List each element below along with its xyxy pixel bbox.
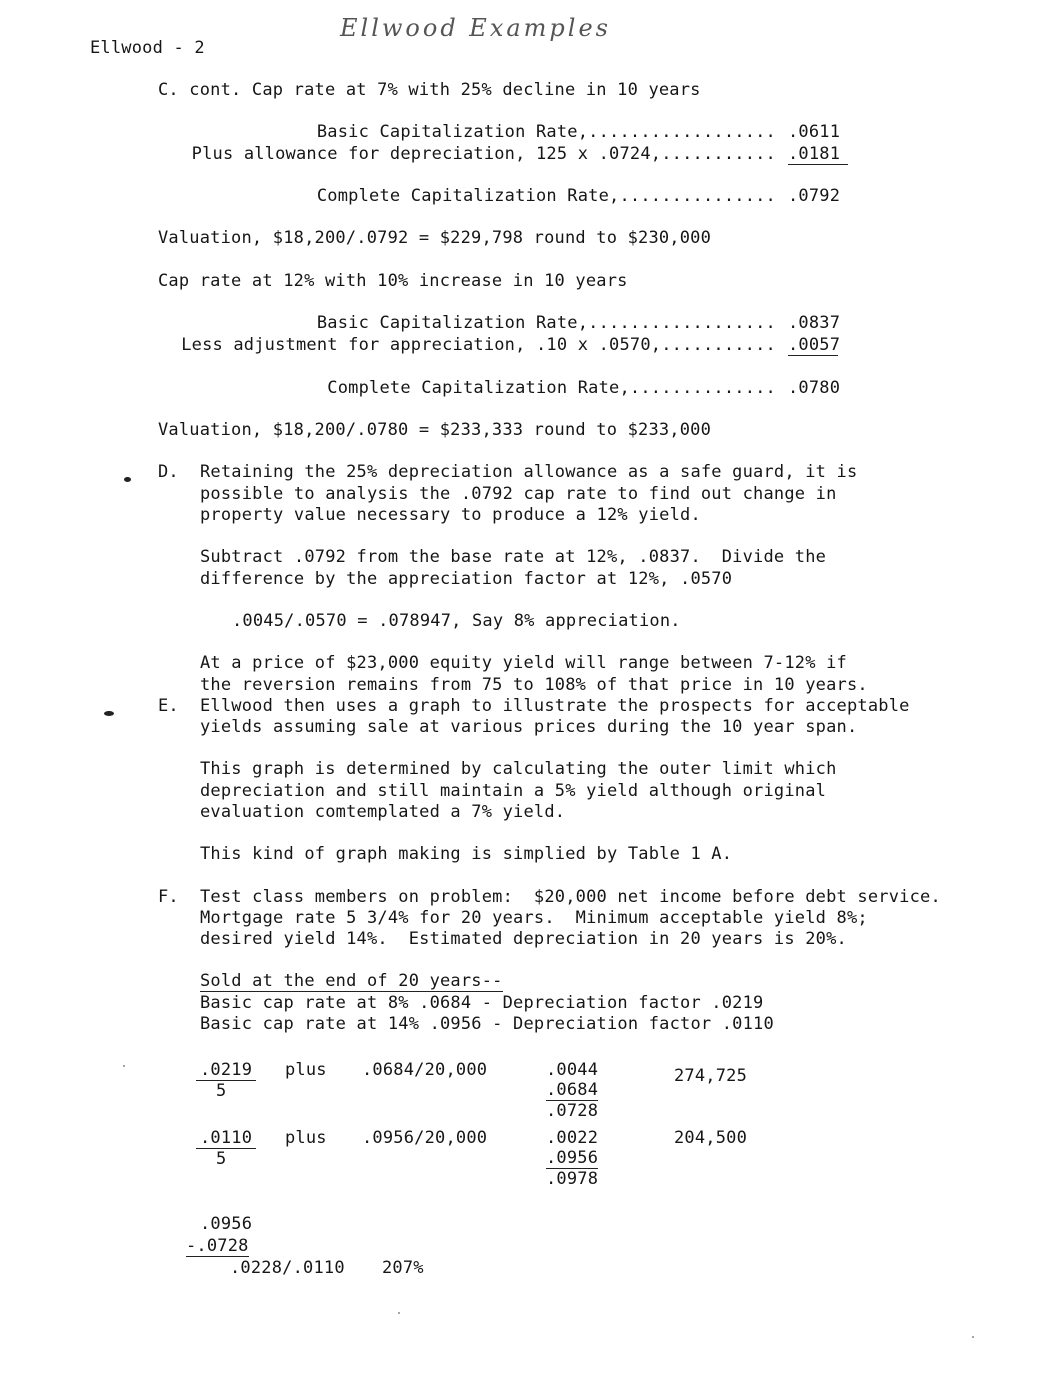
f-para1-line1: Test class members on problem: $20,000 net income before debt service.	[200, 887, 941, 907]
scan-speck	[972, 1336, 974, 1338]
c-row3-value: .0792	[788, 186, 841, 206]
fraction-numerator: .0219	[196, 1060, 256, 1081]
c-row3-label: Complete Capitalization Rate,...............	[316, 186, 776, 206]
sold-line-2: Basic cap rate at 14% .0956 - Depreciation factor .0110	[200, 1014, 774, 1034]
final-line-3: .0228/.0110	[230, 1258, 345, 1278]
d-para1-line3: property value necessary to produce a 12% yield.	[200, 505, 701, 525]
section-e-letter: E.	[158, 696, 179, 716]
sold-heading: Sold at the end of 20 years--	[200, 971, 503, 991]
section-c-title: C. cont. Cap rate at 7% with 25% decline in 10 years	[158, 80, 701, 100]
scan-speck	[123, 1065, 125, 1067]
c-row2-value: .0181	[788, 144, 848, 165]
d-calc: .0045/.0570 = .078947, Say 8% appreciation.	[232, 611, 681, 631]
valuation-1: Valuation, $18,200/.0792 = $229,798 round to $230,000	[158, 228, 712, 248]
e-para1-line2: yields assuming sale at various prices during the 10 year span.	[200, 717, 858, 737]
d-para2-line1: Subtract .0792 from the base rate at 12%, .0837. Divide the	[200, 547, 827, 567]
fraction-numerator: .0110	[196, 1128, 256, 1149]
valuation-2: Valuation, $18,200/.0780 = $233,333 round to $233,000	[158, 420, 712, 440]
fraction-denominator: 5	[216, 1149, 227, 1169]
sum-stack-2	[546, 1128, 598, 1189]
d-para3-line1: At a price of $23,000 equity yield will range between 7-12% if	[200, 653, 847, 673]
c2-row2-value: .0057	[788, 335, 841, 355]
e-para3: This kind of graph making is simplied by Table 1 A.	[200, 844, 733, 864]
c2-row3-value: .0780	[788, 378, 841, 398]
margin-mark	[124, 477, 131, 482]
section-f-letter: F.	[158, 887, 179, 907]
final-line-2: -.0728	[186, 1236, 249, 1256]
section-d-letter: D.	[158, 462, 179, 482]
calc-result: 274,725	[674, 1066, 748, 1086]
sum-line: .0956	[546, 1148, 599, 1168]
f-para1-line3: desired yield 14%. Estimated depreciation in 20 years is 20%.	[200, 929, 847, 949]
sum-stack-1	[546, 1060, 598, 1121]
e-para2-line1: This graph is determined by calculating the outer limit which	[200, 759, 837, 779]
fraction-denominator: 5	[216, 1081, 227, 1101]
plus-label: plus	[285, 1060, 327, 1080]
d-para1-line2: possible to analysis the .0792 cap rate to find out change in	[200, 484, 837, 504]
calc-expr: .0684/20,000	[362, 1060, 488, 1080]
section-c-subtitle: Cap rate at 12% with 10% increase in 10 years	[158, 271, 628, 291]
f-para1-line2: Mortgage rate 5 3/4% for 20 years. Minimum acceptable yield 8%;	[200, 908, 868, 928]
d-para1-line1: Retaining the 25% depreciation allowance as a safe guard, it is	[200, 462, 858, 482]
plus-label: plus	[285, 1128, 327, 1148]
d-para3-line2: the reversion remains from 75 to 108% of that price in 10 years.	[200, 675, 868, 695]
sold-line-1: Basic cap rate at 8% .0684 - Depreciation factor .0219	[200, 993, 764, 1013]
fraction-2	[196, 1128, 256, 1169]
page-label: Ellwood - 2	[90, 38, 205, 58]
sum-line: .0684	[546, 1080, 599, 1100]
c-row2-label: Plus allowance for depreciation, 125 x .0724,...........	[191, 144, 776, 164]
final-result: 207%	[382, 1258, 424, 1278]
sum-line: .0022	[546, 1128, 599, 1148]
e-para2-line3: evaluation comtemplated a 7% yield.	[200, 802, 566, 822]
scan-speck	[398, 1312, 400, 1314]
c2-row1-value: .0837	[788, 313, 841, 333]
sum-total: .0978	[546, 1169, 599, 1189]
c2-row2-label: Less adjustment for appreciation, .10 x .0570,...........	[181, 335, 776, 355]
fraction-1	[196, 1060, 256, 1101]
margin-mark	[104, 711, 114, 716]
c2-row3-label: Complete Capitalization Rate,..............	[327, 378, 776, 398]
c-row1-value: .0611	[788, 122, 841, 142]
calc-result: 204,500	[674, 1128, 748, 1148]
handwritten-note: Ellwood Examples	[340, 14, 611, 42]
e-para1-line1: Ellwood then uses a graph to illustrate the prospects for acceptable	[200, 696, 910, 716]
final-line-1: .0956	[200, 1214, 253, 1234]
c2-row1-label: Basic Capitalization Rate,..................	[316, 313, 776, 333]
d-para2-line2: difference by the appreciation factor at 12%, .0570	[200, 569, 733, 589]
e-para2-line2: depreciation and still maintain a 5% yield although original	[200, 781, 827, 801]
sum-total: .0728	[546, 1101, 599, 1121]
sum-line: .0044	[546, 1060, 599, 1080]
calc-expr: .0956/20,000	[362, 1128, 488, 1148]
c-row1-label: Basic Capitalization Rate,..................	[316, 122, 776, 142]
